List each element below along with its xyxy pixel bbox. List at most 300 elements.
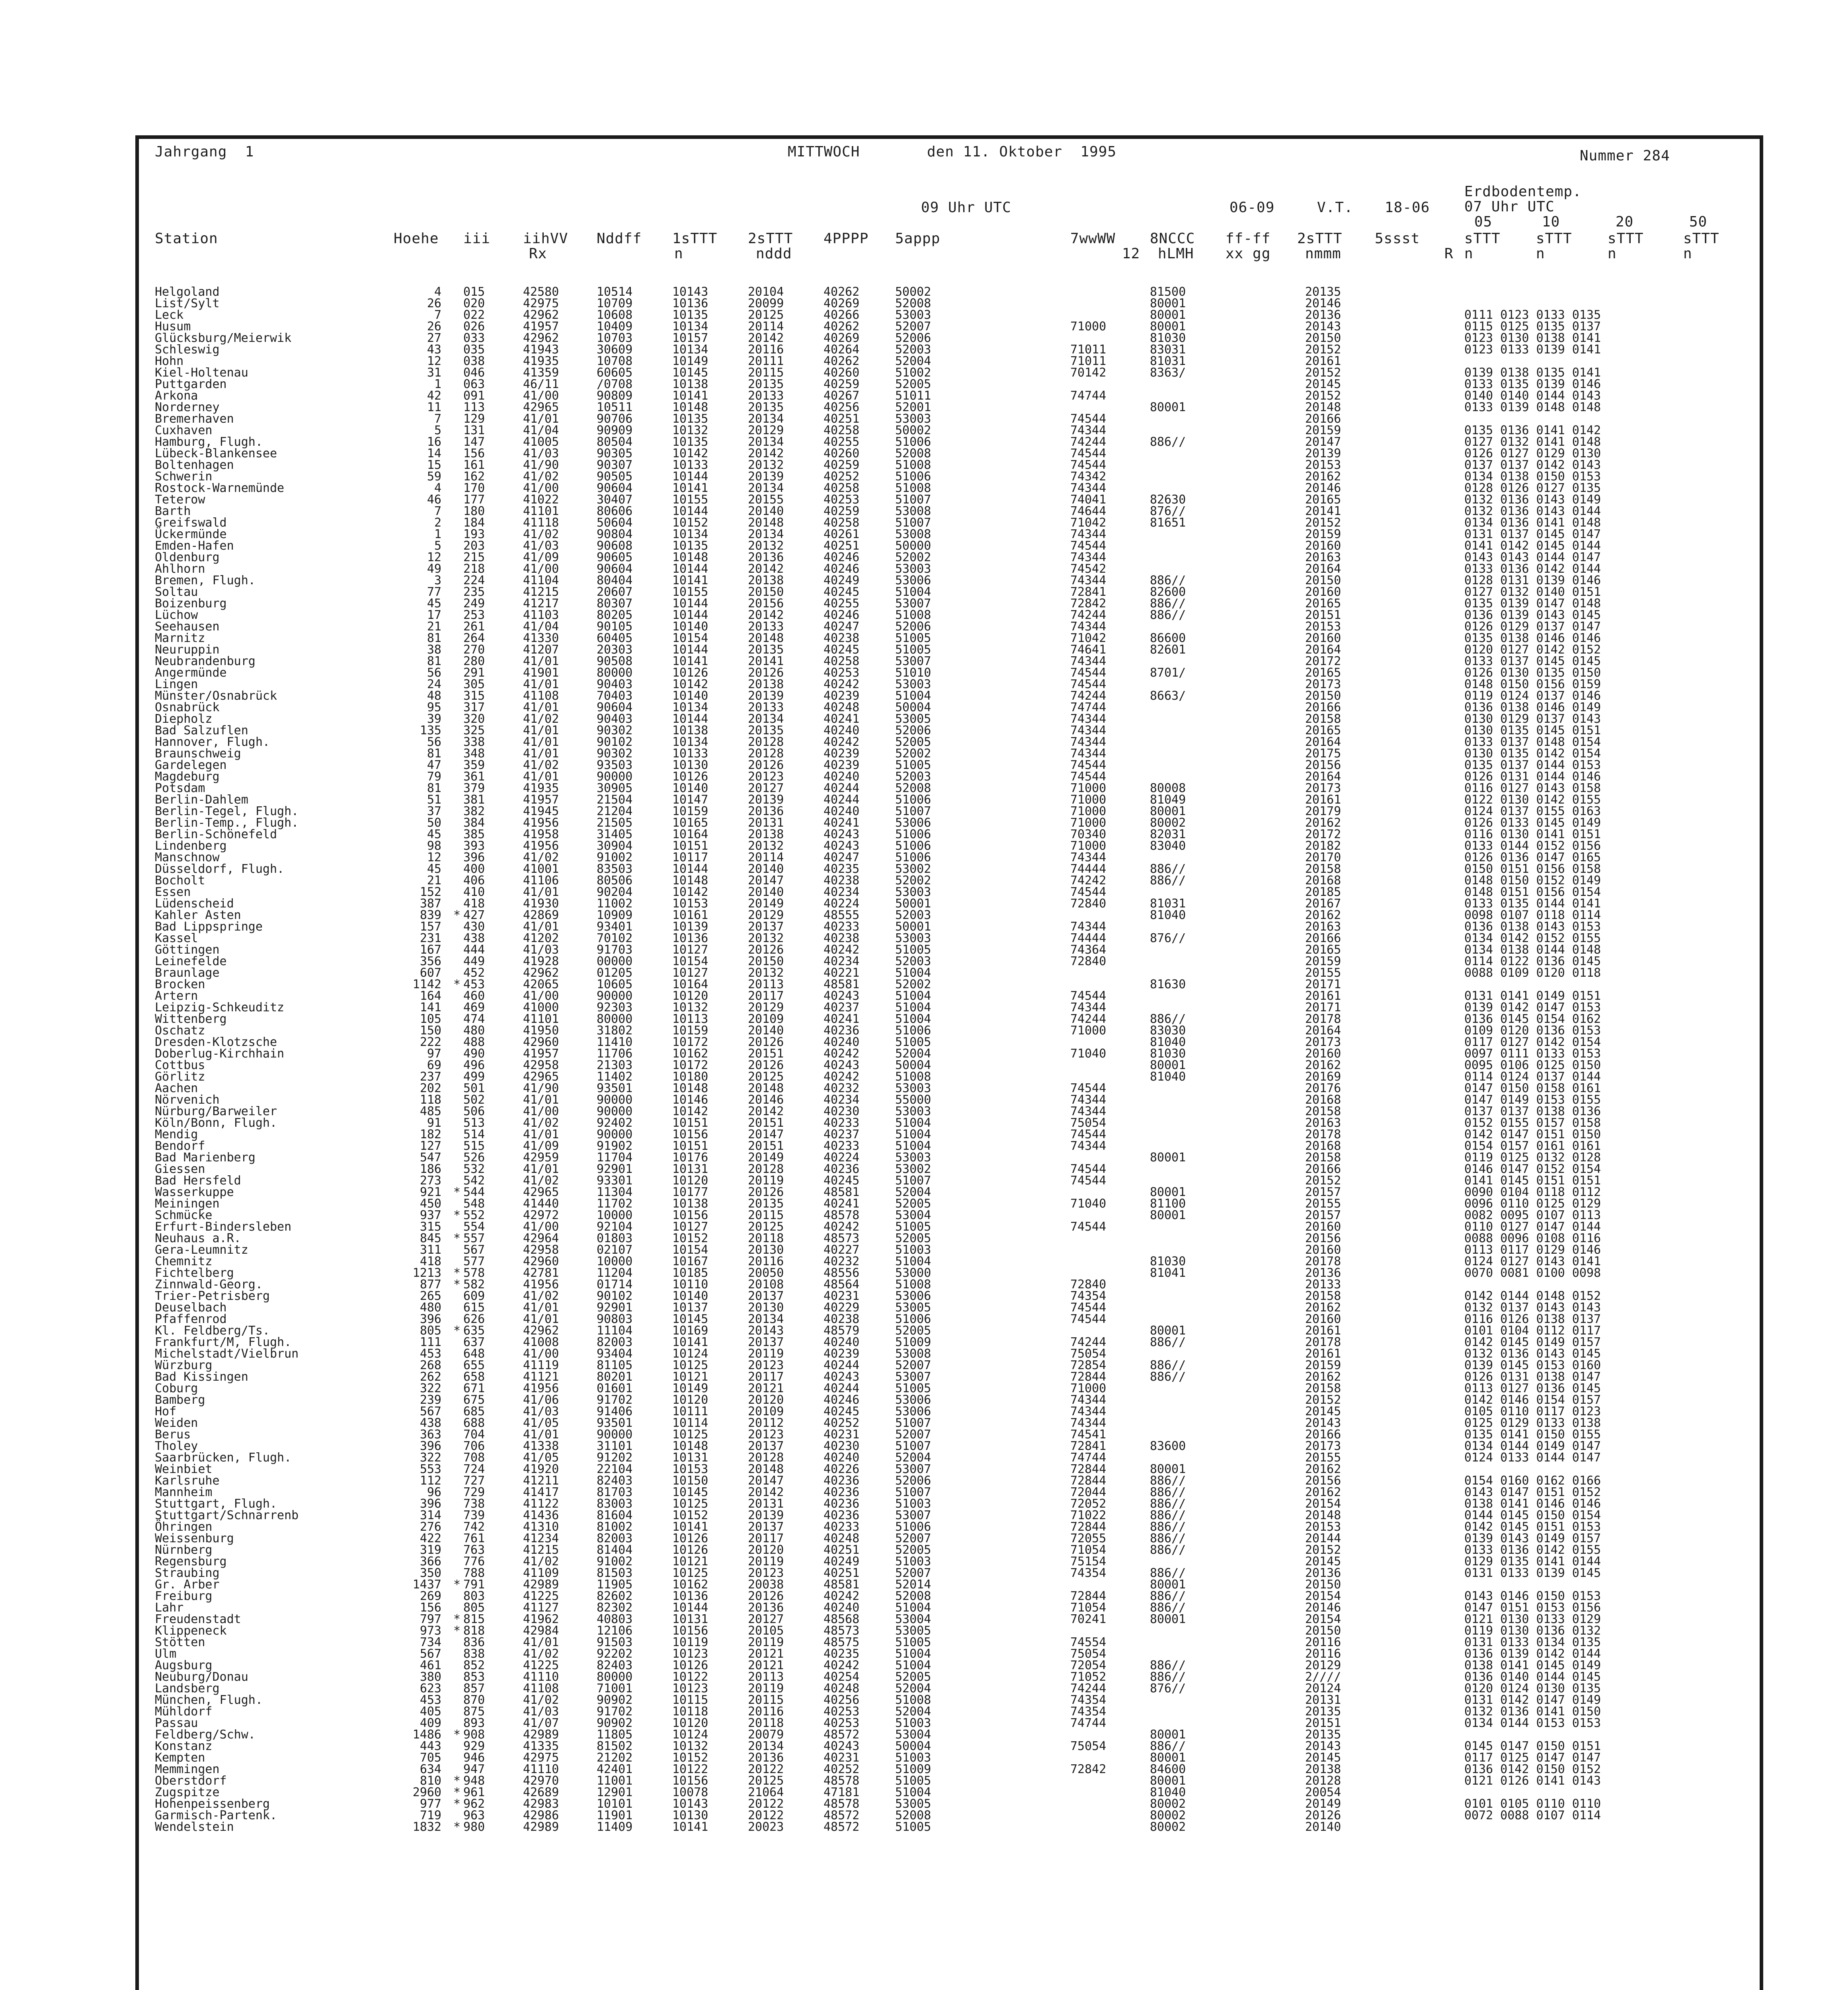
cell-station: Göttingen <box>155 943 220 957</box>
cell-ttt1: 10133 <box>672 747 708 761</box>
cell-station: Berlin-Schönefeld <box>155 827 277 841</box>
cell-vt: 20135 <box>1305 1705 1341 1719</box>
cell-ttt2: 20118 <box>748 1231 784 1245</box>
cell-ttt1: 10165 <box>672 816 708 830</box>
cell-pppp: 40231 <box>824 1428 860 1442</box>
cell-hoehe: 15 <box>427 458 441 472</box>
cell-soil: 0072 0088 0107 0114 <box>1464 1809 1601 1822</box>
cell-vt: 20145 <box>1305 1751 1341 1765</box>
cell-pppp: 40224 <box>824 897 860 911</box>
cell-station: Essen <box>155 885 191 899</box>
cell-ttt1: 10131 <box>672 1451 708 1465</box>
cell-www: 74544 <box>1070 989 1106 1003</box>
cell-nddff: 90102 <box>597 735 633 749</box>
cell-ttt1: 10126 <box>672 770 708 784</box>
cell-appp: 52008 <box>895 297 931 310</box>
cell-soil: 0113 0127 0136 0145 <box>1464 1381 1601 1395</box>
cell-iihvv: 42965 <box>523 1185 559 1199</box>
cell-vt: 20153 <box>1305 620 1341 634</box>
cell-soil: 0130 0135 0142 0154 <box>1464 747 1601 761</box>
cell-mark: * <box>453 908 461 922</box>
cell-ttt2: 20129 <box>748 423 784 437</box>
cell-ttt2: 20115 <box>748 1208 784 1222</box>
cell-soil: 0131 0142 0147 0149 <box>1464 1693 1601 1707</box>
cell-station: Bad Hersfeld <box>155 1174 241 1188</box>
cell-soil: 0133 0136 0142 0155 <box>1464 1543 1601 1557</box>
cell-iii: 514 <box>463 1128 485 1141</box>
cell-iii: 727 <box>463 1474 485 1488</box>
cell-pppp: 40249 <box>824 1555 860 1569</box>
cell-ttt1: 10159 <box>672 804 708 818</box>
cell-iihvv: 41958 <box>523 827 559 841</box>
cell-station: Schmücke <box>155 1208 213 1222</box>
table-row <box>139 309 1759 321</box>
cell-iii: 763 <box>463 1543 485 1557</box>
cell-iihvv: 41/02 <box>523 1555 559 1569</box>
cell-hoehe: 567 <box>420 1405 441 1418</box>
cell-nccc: 81040 <box>1150 1070 1186 1084</box>
cell-iihvv: 42962 <box>523 966 559 980</box>
cell-nddff: 21202 <box>597 1751 633 1765</box>
cell-ttt1: 10156 <box>672 1774 708 1788</box>
cell-station: Gardelegen <box>155 758 227 772</box>
cell-pppp: 40247 <box>824 620 860 634</box>
cell-appp: 51004 <box>895 1254 931 1268</box>
cell-appp: 51002 <box>895 366 931 380</box>
cell-www: 72854 <box>1070 1358 1106 1372</box>
cell-iihvv: 41001 <box>523 862 559 876</box>
cell-station: Lübeck-Blankensee <box>155 447 277 460</box>
table-row <box>139 1371 1759 1383</box>
col-nccc-sub: hLMH <box>1158 246 1194 262</box>
table-row <box>139 1025 1759 1036</box>
cell-nddff: 42401 <box>597 1762 633 1776</box>
cell-ttt1: 10144 <box>672 712 708 726</box>
cell-appp: 51007 <box>895 804 931 818</box>
table-row <box>139 1198 1759 1210</box>
cell-soil: 0143 0147 0151 0152 <box>1464 1485 1601 1499</box>
table-row <box>139 1521 1759 1533</box>
cell-iii: 838 <box>463 1647 485 1661</box>
cell-vt: 20167 <box>1305 897 1341 911</box>
cell-ttt2: 20129 <box>748 1001 784 1015</box>
cell-nddff: 21204 <box>597 804 633 818</box>
cell-vt: 20168 <box>1305 1093 1341 1107</box>
cell-pppp: 40258 <box>824 654 860 668</box>
cell-nddff: 82403 <box>597 1474 633 1488</box>
cell-nddff: 90803 <box>597 1312 633 1326</box>
cell-vt: 20159 <box>1305 954 1341 968</box>
cell-appp: 52007 <box>895 320 931 334</box>
cell-iihvv: 42989 <box>523 1728 559 1742</box>
cell-ttt1: 10180 <box>672 1070 708 1084</box>
cell-ttt2: 20135 <box>748 724 784 737</box>
cell-pppp: 40258 <box>824 423 860 437</box>
cell-hoehe: 127 <box>420 1139 441 1153</box>
cell-nddff: 90605 <box>597 550 633 564</box>
cell-iihvv: 42580 <box>523 285 559 299</box>
cell-pppp: 40262 <box>824 320 860 334</box>
cell-ttt2: 20079 <box>748 1728 784 1742</box>
cell-hoehe: 37 <box>427 804 441 818</box>
cell-soil: 0142 0147 0151 0150 <box>1464 1128 1601 1141</box>
cell-soil: 0101 0104 0112 0117 <box>1464 1324 1601 1338</box>
cell-pppp: 40256 <box>824 400 860 414</box>
cell-hoehe: 719 <box>420 1809 441 1822</box>
cell-nddff: 82003 <box>597 1335 633 1349</box>
cell-www: 74544 <box>1070 412 1106 426</box>
cell-ttt2: 20108 <box>748 1278 784 1292</box>
cell-vt: 20152 <box>1305 1174 1341 1188</box>
cell-appp: 53006 <box>895 816 931 830</box>
cell-nccc: 8701/ <box>1150 666 1186 680</box>
cell-www: 70142 <box>1070 366 1106 380</box>
cell-soil: 0148 0151 0156 0154 <box>1464 885 1601 899</box>
table-row <box>139 1094 1759 1106</box>
cell-ttt1: 10145 <box>672 366 708 380</box>
cell-station: Barth <box>155 504 191 518</box>
cell-appp: 51004 <box>895 966 931 980</box>
cell-nccc: 81031 <box>1150 354 1186 368</box>
cell-ttt1: 10154 <box>672 1243 708 1257</box>
cell-www: 75054 <box>1070 1347 1106 1361</box>
cell-hoehe: 42 <box>427 389 441 403</box>
cell-nddff: 80404 <box>597 574 633 587</box>
cell-soil: 0127 0132 0141 0148 <box>1464 435 1601 449</box>
cell-nddff: 11410 <box>597 1035 633 1049</box>
cell-iihvv: 41/01 <box>523 1428 559 1442</box>
cell-hoehe: 418 <box>420 1254 441 1268</box>
cell-pppp: 40251 <box>824 539 860 553</box>
cell-iii: 544 <box>463 1185 485 1199</box>
cell-nddff: 92402 <box>597 1116 633 1130</box>
table-row <box>139 1475 1759 1487</box>
cell-iihvv: 41956 <box>523 839 559 853</box>
table-row <box>139 806 1759 817</box>
cell-vt: 20153 <box>1305 458 1341 472</box>
cell-iii: 788 <box>463 1566 485 1580</box>
cell-appp: 51007 <box>895 516 931 530</box>
cell-www: 74554 <box>1070 1635 1106 1649</box>
cell-station: Frankfurt/M, Flugh. <box>155 1335 292 1349</box>
cell-iihvv: 41101 <box>523 504 559 518</box>
cell-station: Diepholz <box>155 712 213 726</box>
table-row <box>139 1163 1759 1175</box>
cell-appp: 52008 <box>895 447 931 460</box>
cell-station: Berlin-Dahlem <box>155 793 248 807</box>
cell-hoehe: 438 <box>420 1416 441 1430</box>
cell-station: Deuselbach <box>155 1301 227 1315</box>
cell-ttt2: 20134 <box>748 412 784 426</box>
cell-ttt2: 20131 <box>748 1497 784 1511</box>
table-row <box>139 759 1759 771</box>
cell-appp: 51007 <box>895 1174 931 1188</box>
cell-iii: 578 <box>463 1266 485 1280</box>
document-page <box>135 135 1763 1990</box>
cell-iii: 532 <box>463 1162 485 1176</box>
cell-nddff: 90000 <box>597 989 633 1003</box>
cell-vt: 20165 <box>1305 597 1341 611</box>
cell-vt: 20150 <box>1305 689 1341 703</box>
cell-nccc: 886// <box>1150 1358 1186 1372</box>
cell-iihvv: 41330 <box>523 631 559 645</box>
cell-iihvv: 42960 <box>523 1254 559 1268</box>
cell-soil: 0134 0144 0153 0153 <box>1464 1716 1601 1730</box>
cell-iihvv: 41/01 <box>523 920 559 934</box>
cell-station: Klippeneck <box>155 1624 227 1638</box>
cell-ttt1: 10153 <box>672 897 708 911</box>
cell-pppp: 48578 <box>824 1208 860 1222</box>
cell-station: Nörvenich <box>155 1093 220 1107</box>
table-row <box>139 1821 1759 1833</box>
cell-vt: 20151 <box>1305 1716 1341 1730</box>
cell-vt: 20147 <box>1305 435 1341 449</box>
cell-iii: 648 <box>463 1347 485 1361</box>
cell-iihvv: 41956 <box>523 1381 559 1395</box>
cell-iihvv: 41217 <box>523 597 559 611</box>
cell-station: Mannheim <box>155 1485 213 1499</box>
col-ttt2-sub: nddd <box>756 246 792 262</box>
cell-ttt1: 10161 <box>672 908 708 922</box>
cell-vt: 20162 <box>1305 816 1341 830</box>
cell-nddff: 91702 <box>597 1705 633 1719</box>
table-row <box>139 1406 1759 1417</box>
table-row <box>139 517 1759 529</box>
cell-iii: 035 <box>463 343 485 357</box>
cell-station: Cuxhaven <box>155 423 213 437</box>
cell-station: Neuburg/Donau <box>155 1670 248 1684</box>
table-row <box>139 1498 1759 1510</box>
cell-iihvv: 42964 <box>523 1231 559 1245</box>
cell-iii: 635 <box>463 1324 485 1338</box>
cell-ttt1: 10162 <box>672 1047 708 1061</box>
cell-hoehe: 112 <box>420 1474 441 1488</box>
cell-iii: 400 <box>463 862 485 876</box>
cell-hoehe: 12 <box>427 550 441 564</box>
cell-station: Wendelstein <box>155 1820 234 1834</box>
cell-vt: 20145 <box>1305 1555 1341 1569</box>
cell-ttt2: 20148 <box>748 1081 784 1095</box>
table-row <box>139 1671 1759 1683</box>
cell-hoehe: 7 <box>434 412 441 426</box>
cell-hoehe: 182 <box>420 1128 441 1141</box>
cell-iii: 315 <box>463 689 485 703</box>
cell-station: Brocken <box>155 977 205 991</box>
cell-ttt1: 10177 <box>672 1185 708 1199</box>
cell-ttt2: 20099 <box>748 297 784 310</box>
cell-nddff: 00000 <box>597 954 633 968</box>
table-row <box>139 1798 1759 1810</box>
table-row <box>139 1175 1759 1186</box>
cell-soil: 0136 0139 0143 0145 <box>1464 608 1601 622</box>
cell-pppp: 40242 <box>824 1070 860 1084</box>
cell-ttt2: 20122 <box>748 1797 784 1811</box>
table-row <box>139 656 1759 667</box>
cell-nddff: 91002 <box>597 1555 633 1569</box>
cell-hoehe: 422 <box>420 1532 441 1545</box>
cell-nddff: 91703 <box>597 943 633 957</box>
cell-iii: 385 <box>463 827 485 841</box>
cell-iihvv: 46/11 <box>523 377 559 391</box>
cell-pppp: 40264 <box>824 343 860 357</box>
cell-iihvv: 42975 <box>523 297 559 310</box>
col-ffff-sub: xx gg <box>1225 246 1271 262</box>
cell-hoehe: 12 <box>427 851 441 864</box>
table-row <box>139 1002 1759 1013</box>
cell-www: 74344 <box>1070 724 1106 737</box>
cell-soil: 0140 0140 0144 0143 <box>1464 389 1601 403</box>
table-row <box>139 1683 1759 1694</box>
cell-nddff: 21303 <box>597 1058 633 1072</box>
cell-ttt1: 10143 <box>672 285 708 299</box>
cell-pppp: 40242 <box>824 1589 860 1603</box>
cell-pppp: 40245 <box>824 585 860 599</box>
cell-station: Ahlhorn <box>155 562 205 576</box>
cell-iii: 452 <box>463 966 485 980</box>
cell-nccc: 83031 <box>1150 343 1186 357</box>
cell-nddff: 91902 <box>597 1139 633 1153</box>
cell-pppp: 40236 <box>824 1474 860 1488</box>
cell-vt: 20138 <box>1305 1762 1341 1776</box>
cell-iii: 577 <box>463 1254 485 1268</box>
col-ttt2: 2sTTT <box>748 230 793 247</box>
cell-soil: 0124 0133 0144 0147 <box>1464 1451 1601 1465</box>
cell-iihvv: 41121 <box>523 1370 559 1384</box>
table-row <box>139 956 1759 967</box>
cell-nddff: 11905 <box>597 1578 633 1592</box>
cell-vt: 20152 <box>1305 1543 1341 1557</box>
cell-ttt1: 10135 <box>672 412 708 426</box>
cell-vt: 20153 <box>1305 1520 1341 1534</box>
cell-hoehe: 222 <box>420 1035 441 1049</box>
cell-iii: 947 <box>463 1762 485 1776</box>
cell-nddff: 80606 <box>597 504 633 518</box>
cell-www: 74244 <box>1070 1682 1106 1695</box>
table-row <box>139 921 1759 933</box>
cell-pppp: 40252 <box>824 1416 860 1430</box>
cell-nddff: 91503 <box>597 1635 633 1649</box>
cell-ttt1: 10141 <box>672 1335 708 1349</box>
cell-iii: 776 <box>463 1555 485 1569</box>
cell-hoehe: 56 <box>427 735 441 749</box>
weekday-label: MITTWOCH <box>788 144 860 160</box>
cell-hoehe: 39 <box>427 712 441 726</box>
cell-iii: 526 <box>463 1151 485 1165</box>
cell-soil: 0147 0150 0158 0161 <box>1464 1081 1601 1095</box>
cell-pppp: 40244 <box>824 1381 860 1395</box>
cell-vt: 20168 <box>1305 874 1341 888</box>
cell-hoehe: 56 <box>427 666 441 680</box>
cell-hoehe: 79 <box>427 770 441 784</box>
date-label: den 11. Oktober 1995 <box>927 144 1117 160</box>
table-row <box>139 1556 1759 1567</box>
cell-station: Norderney <box>155 400 220 414</box>
cell-iihvv: 41/90 <box>523 1081 559 1095</box>
cell-station: Düsseldorf, Flugh. <box>155 862 285 876</box>
cell-www: 74354 <box>1070 1289 1106 1303</box>
cell-vt: 20154 <box>1305 1612 1341 1626</box>
cell-ttt1: 10141 <box>672 1520 708 1534</box>
cell-www: 72841 <box>1070 585 1106 599</box>
cell-vt: 20148 <box>1305 1508 1341 1522</box>
cell-hoehe: 231 <box>420 931 441 945</box>
cell-iii: 091 <box>463 389 485 403</box>
cell-iihvv: 41127 <box>523 1601 559 1615</box>
cell-iihvv: 41/01 <box>523 700 559 714</box>
cell-station: Berlin-Temp., Flugh. <box>155 816 299 830</box>
cell-www: 71042 <box>1070 516 1106 530</box>
cell-soil: 0109 0120 0136 0153 <box>1464 1024 1601 1038</box>
cell-ttt2: 20148 <box>748 631 784 645</box>
cell-www: 72844 <box>1070 1462 1106 1476</box>
cell-vt: 20126 <box>1305 1809 1341 1822</box>
cell-iii: 615 <box>463 1301 485 1315</box>
cell-station: Saarbrücken, Flugh. <box>155 1451 292 1465</box>
cell-ttt2: 20136 <box>748 804 784 818</box>
col-depth-05: 05 <box>1474 214 1493 230</box>
cell-www: 74544 <box>1070 1174 1106 1188</box>
cell-vt: 20146 <box>1305 297 1341 310</box>
cell-hoehe: 98 <box>427 839 441 853</box>
cell-soil: 0143 0143 0144 0147 <box>1464 550 1601 564</box>
cell-ttt1: 10118 <box>672 1705 708 1719</box>
cell-mark: * <box>453 1578 461 1592</box>
cell-www: 74344 <box>1070 851 1106 864</box>
cell-soil: 0133 0137 0145 0145 <box>1464 654 1601 668</box>
cell-vt: 20156 <box>1305 1474 1341 1488</box>
cell-pppp: 40242 <box>824 1220 860 1234</box>
table-row <box>139 1740 1759 1752</box>
cell-station: Hannover, Flugh. <box>155 735 270 749</box>
cell-station: Bremen, Flugh. <box>155 574 256 587</box>
cell-nccc: 80001 <box>1150 1324 1186 1338</box>
cell-ttt2: 20130 <box>748 1243 784 1257</box>
cell-ttt2: 20132 <box>748 839 784 853</box>
cell-iihvv: 41/00 <box>523 562 559 576</box>
cell-appp: 51008 <box>895 481 931 495</box>
table-row <box>139 1302 1759 1313</box>
cell-hoehe: 17 <box>427 608 441 622</box>
cell-pppp: 40242 <box>824 943 860 957</box>
cell-nddff: 81703 <box>597 1485 633 1499</box>
cell-ttt2: 20156 <box>748 597 784 611</box>
cell-nddff: 21504 <box>597 793 633 807</box>
cell-nccc: 84600 <box>1150 1762 1186 1776</box>
cell-nddff: 11001 <box>597 1774 633 1788</box>
cell-iii: 379 <box>463 781 485 795</box>
cell-iii: 180 <box>463 504 485 518</box>
cell-pppp: 40252 <box>824 1762 860 1776</box>
cell-iihvv: 41956 <box>523 816 559 830</box>
table-row <box>139 1290 1759 1302</box>
cell-vt: 20164 <box>1305 643 1341 657</box>
cell-vt: 20163 <box>1305 1116 1341 1130</box>
cell-soil: 0146 0147 0152 0154 <box>1464 1162 1601 1176</box>
cell-ttt1: 10159 <box>672 1024 708 1038</box>
cell-iii: 280 <box>463 654 485 668</box>
cell-soil: 0116 0126 0138 0137 <box>1464 1312 1601 1326</box>
cell-nddff: 90809 <box>597 389 633 403</box>
cell-iihvv: 41/03 <box>523 1705 559 1719</box>
cell-hoehe: 91 <box>427 1116 441 1130</box>
cell-iii: 264 <box>463 631 485 645</box>
cell-ttt2: 20116 <box>748 343 784 357</box>
cell-soil: 0126 0129 0137 0147 <box>1464 620 1601 634</box>
cell-nddff: 83003 <box>597 1497 633 1511</box>
cell-nddff: 90508 <box>597 654 633 668</box>
cell-pppp: 48568 <box>824 1612 860 1626</box>
cell-soil: 0130 0135 0145 0151 <box>1464 724 1601 737</box>
